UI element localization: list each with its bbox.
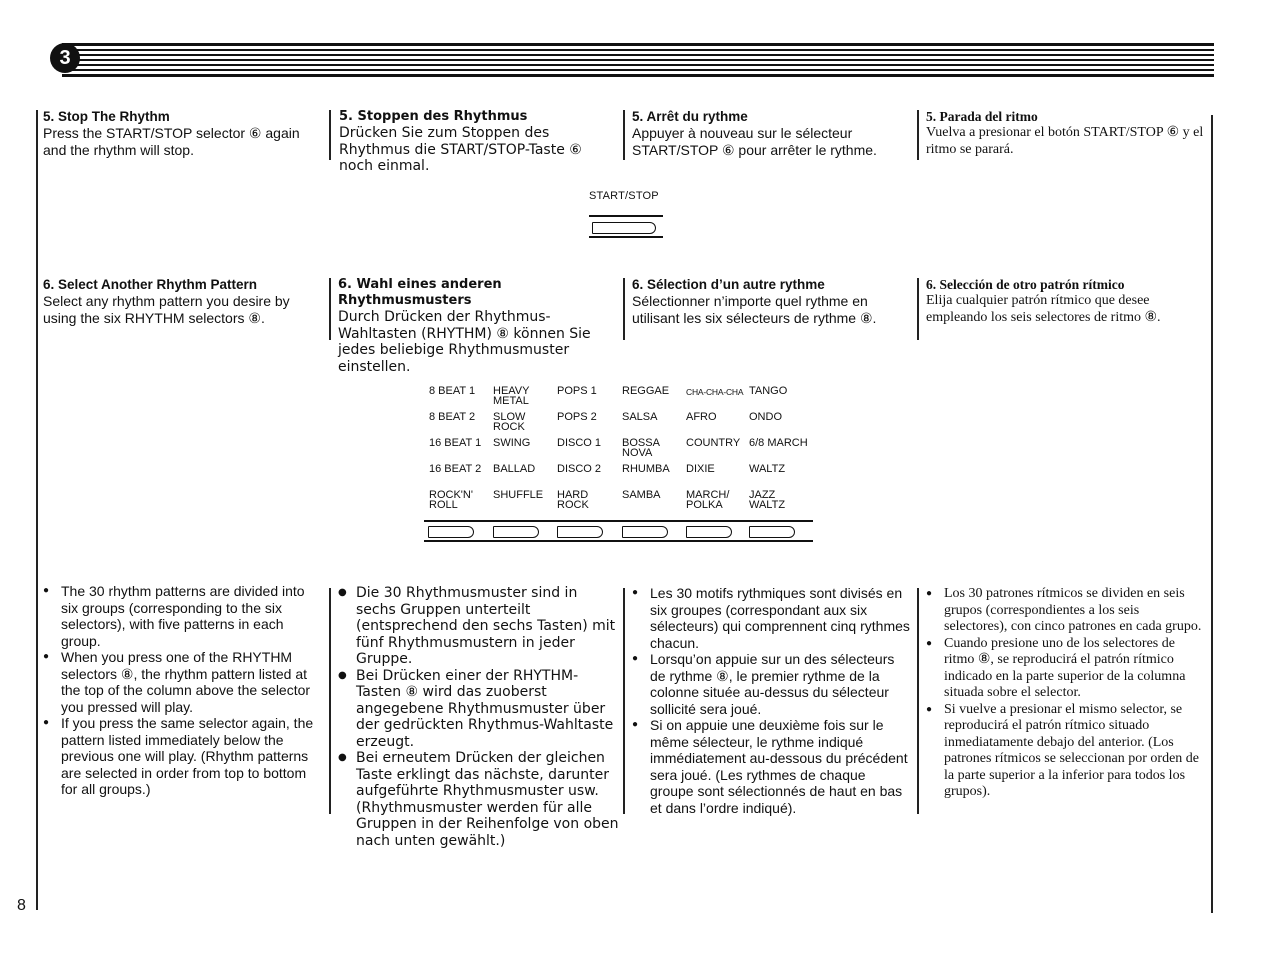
rhythm-cell: ONDO — [749, 411, 782, 423]
notes-en — [43, 583, 321, 798]
step5-es-body: Vuelva a presionar el botón START/STOP ⑥ y el ritmo se parará. — [926, 125, 1204, 157]
note-fr-1: ● Les 30 motifs rythmiques sont divisés en six groupes (correspondant aux six sélecteurs) qui comprennent cinq rythmes chacun. — [632, 585, 912, 651]
rhythm-key-2 — [493, 526, 539, 538]
step5-fr-title: 5. Arrêt du rythme — [632, 109, 748, 124]
note-fr-3: ● Si on appuie une deuxième fois sur le même sélecteur, le rythme indiqué immédiatement au-dessous du précédent sera joué. (Les rythmes de chaque groupe sont sélectionnés de haut en bas et dans l’ordre indiqué). — [632, 717, 912, 816]
step5-de-body: Drücken Sie zum Stoppen des Rhythmus die START/STOP-Taste ⑥ noch einmal. — [339, 125, 582, 174]
rhythm-cell: REGGAE — [622, 385, 670, 397]
rhythm-cell: BOSSA NOVA — [622, 437, 660, 459]
step6-es-body: Elija cualquier patrón rítmico que desee empleando los seis selectores de ritmo ⑧. — [926, 293, 1161, 325]
rhythm-cell: POPS 1 — [557, 385, 597, 397]
note-en-2: ● When you press one of the RHYTHM selectors ⑧, the rhythm pattern listed at the top of the column above the selector you pressed will play. — [43, 649, 321, 715]
rhythm-cell: 6/8 MARCH — [749, 437, 808, 449]
rhythm-cell: DISCO 1 — [557, 437, 602, 449]
notes-fr — [632, 585, 912, 816]
rhythm-cell: SLOW ROCK — [493, 411, 526, 433]
step6-fr-body: Sélectionner n’importe quel rythme en utilisant les six sélecteurs de rythme ⑧. — [632, 293, 877, 326]
rhythm-cell: DIXIE — [686, 463, 715, 475]
rhythm-cell: SALSA — [622, 411, 658, 423]
rhythm-cell: SAMBA — [622, 489, 661, 501]
note-de-2: ● Bei Drücken einer der RHYTHM-Tasten ⑧ wird das zuoberst angegebene Rhythmusmuster über der gedrückten Rhythmus-Wahltaste erzeugt. — [338, 668, 620, 751]
rhythm-cell: 16 BEAT 1 — [429, 437, 482, 449]
rhythm-cell: AFRO — [686, 411, 717, 423]
rhythm-cell: SWING — [493, 437, 531, 449]
step5-en-title: 5. Stop The Rhythm — [43, 109, 170, 124]
rhythm-cell: 8 BEAT 2 — [429, 411, 476, 423]
rhythm-cell: HARD ROCK — [557, 489, 589, 511]
note-en-1: ● The 30 rhythm patterns are divided into six groups (corresponding to the six selectors), with five patterns in each group. — [43, 583, 321, 649]
note-es-2: ● Cuando presione uno de los selectores de ritmo ⑧, se reproducirá el patrón rítmico indicado en la parte superior de la columna situada sobre el selector. — [926, 636, 1202, 702]
note-fr-2: ● Lorsqu’on appuie sur un des sélecteurs de rythme ⑧, le premier rythme de la colonne située au-dessus du sélecteur sollicité sera joué. — [632, 651, 912, 717]
step5-fr-body: Appuyer à nouveau sur le sélecteur START/STOP ⑥ pour arrêter le rythme. — [632, 125, 877, 158]
rhythm-cell: TANGO — [749, 385, 788, 397]
rhythm-cell: SHUFFLE — [493, 489, 544, 501]
notes-de — [338, 585, 620, 849]
note-de-3: ● Bei erneutem Drücken der gleichen Taste erklingt das nächste, darunter aufgeführte Rhythmusmuster usw. (Rhythmusmuster werden für alle Gruppen in der Reihenfolge von oben nach unten gewählt.) — [338, 750, 620, 849]
step6-en-title: 6. Select Another Rhythm Pattern — [43, 277, 258, 292]
rhythm-key-3 — [557, 526, 603, 538]
rhythm-cell: JAZZ WALTZ — [749, 489, 786, 511]
rhythm-key-1 — [428, 526, 474, 538]
step6-fr-title: 6. Sélection d’un autre rythme — [632, 277, 825, 292]
rhythm-cell: MARCH/ POLKA — [686, 489, 730, 511]
note-es-3: ● Si vuelve a presionar el mismo selector, se reproducirá el patrón rítmico situado inmediatamente debajo del anterior. (Los patrones rítmicos se seleccionan por orden de la parte superior a la inferior para todos los grupos). — [926, 702, 1202, 801]
rhythm-cell: COUNTRY — [686, 437, 741, 449]
step6-de-title: 6. Wahl eines anderen Rhythmusmusters — [338, 277, 502, 308]
rhythm-cell: 8 BEAT 1 — [429, 385, 476, 397]
step6-en-body: Select any rhythm pattern you desire by using the six RHYTHM selectors ⑧. — [43, 293, 290, 326]
rhythm-cell: ROCK'N' ROLL — [429, 489, 473, 511]
page-number: 8 — [17, 897, 26, 914]
step5-es-title: 5. Parada del ritmo — [926, 109, 1038, 124]
section-number-badge: 3 — [50, 43, 80, 73]
rhythm-cell: WALTZ — [749, 463, 786, 475]
step5-en-body: Press the START/STOP selector ⑥ again and the rhythm will stop. — [43, 125, 300, 158]
rhythm-cell: HEAVY METAL — [493, 385, 530, 407]
note-es-1: ● Los 30 patrones rítmicos se dividen en seis grupos (correspondientes a los seis selectores), con cinco patrones en cada grupo. — [926, 586, 1202, 636]
rhythm-cell: DISCO 2 — [557, 463, 602, 475]
rhythm-cell: 16 BEAT 2 — [429, 463, 482, 475]
rhythm-cell: POPS 2 — [557, 411, 597, 423]
rhythm-cell: RHUMBA — [622, 463, 670, 475]
start-stop-label: START/STOP — [589, 190, 659, 202]
rhythm-key-6 — [749, 526, 795, 538]
rhythm-cell: CHA-CHA-CHA — [686, 387, 744, 397]
rhythm-cell: BALLAD — [493, 463, 536, 475]
rhythm-key-4 — [622, 526, 668, 538]
rhythm-key-5 — [686, 526, 732, 538]
step6-de-body: Durch Drücken der Rhythmus-Wahltasten (RHYTHM) ⑧ können Sie jedes beliebige Rhythmusmuster einstellen. — [338, 309, 591, 375]
note-de-1: ● Die 30 Rhythmusmuster sind in sechs Gruppen unterteilt (entsprechend den sechs Tasten) mit fünf Rhythmusmustern in jeder Gruppe. — [338, 585, 620, 668]
note-en-3: ● If you press the same selector again, the pattern listed immediately below the previous one will play. (Rhythm patterns are selected in order from top to bottom for all groups.) — [43, 715, 321, 798]
step5-de-title: 5. Stoppen des Rhythmus — [339, 109, 528, 124]
step6-es-title: 6. Selección de otro patrón rítmico — [926, 277, 1125, 292]
notes-es — [926, 586, 1202, 801]
